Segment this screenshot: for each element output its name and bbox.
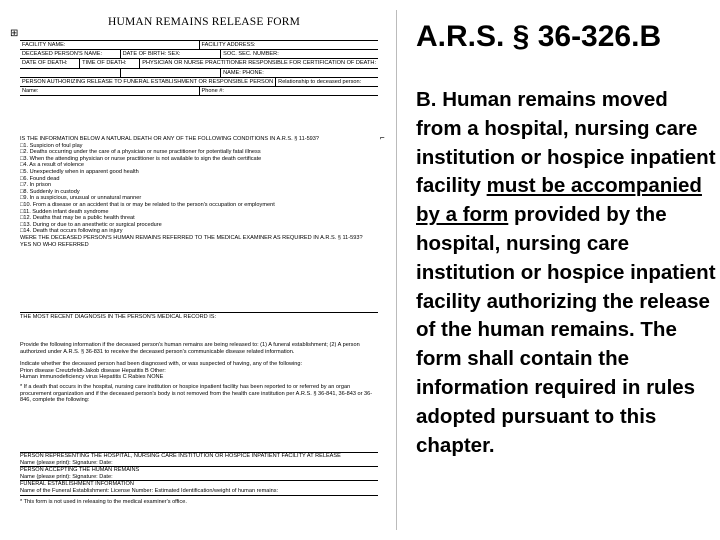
condition-checkbox-item: □ 12. Deaths that may be a public health threat — [20, 215, 378, 222]
form-grid-cell: TIME OF DEATH: — [80, 59, 140, 67]
condition-checkbox-item: □ 2. Deaths occurring under the care of a physician or nurse practitioner for potentially fatal illness — [20, 149, 378, 156]
form-grid-cell: DECEASED PERSON'S NAME: — [20, 50, 121, 58]
form-grid-cell: SOC. SEC. NUMBER: — [223, 51, 279, 58]
form-header-grid — [20, 40, 378, 96]
form-footnote: * This form is not used in releasing to the medical examiner's office. — [20, 498, 187, 505]
condition-checkbox-item: □ 13. During or due to an anesthetic or surgical procedure — [20, 222, 378, 229]
form-grid-cell: Relationship to deceased person: — [278, 78, 362, 85]
condition-checkbox-item: □ 4. As a result of violence — [20, 162, 378, 169]
citation-title: A.R.S. § 36-326.B — [416, 20, 662, 53]
condition-checkbox-item: □ 5. Unexpectedly when in apparent good health — [20, 169, 378, 176]
citation-text-end: provided by the hospital, nursing care institution or hospice inpatient facility authorizing the release of the human remains. The form shall contain the information required in rules adopted pursuant to this chapter. — [416, 203, 716, 457]
funeral-establishment-fields: Name of the Funeral Establishment: License Number: Estimated Identification/weight of human remains: — [20, 488, 378, 496]
form-grid-cell — [121, 69, 222, 77]
diagnosis-heading: THE MOST RECENT DIAGNOSIS IN THE PERSON'S MEDICAL RECORD IS: — [20, 314, 217, 320]
form-grid-cell: FACILITY ADDRESS: — [201, 42, 256, 48]
form-diagnosis-section — [20, 312, 378, 321]
condition-checkbox-item: □ 11. Sudden infant death syndrome — [20, 209, 378, 216]
diseases-row-2: Human immunodeficiency virus Hepatitis C Rabies NONE — [20, 374, 164, 381]
form-grid-row — [20, 41, 378, 50]
conditions-list — [20, 143, 378, 235]
accepting-fields: Name (please print): Signature: Date: — [20, 474, 378, 482]
corner-mark-icon: ⌐ — [380, 133, 385, 142]
citation-text-start: B. Human remains moved from a hospital, nursing care institution or hospice inpatient facility — [416, 88, 716, 198]
crosshair-icon: ⊞ — [10, 28, 19, 39]
column-divider — [396, 10, 397, 530]
rep-heading: PERSON REPRESENTING THE HOSPITAL, NURSING CARE INSTITUTION OR HOSPICE INPATIENT FACILITY AT RELEASE — [20, 453, 341, 459]
me-answers: YES NO WHO REFERRED — [20, 241, 89, 248]
instructions-heading: IS THE INFORMATION BELOW A NATURAL DEATH OR ANY OF THE FOLLOWING CONDITIONS IN A.R.S. § 11-593? — [20, 136, 320, 142]
form-grid-cell: DATE OF BIRTH: SEX: — [121, 50, 222, 58]
form-grid-cell: PERSON AUTHORIZING RELEASE TO FUNERAL ESTABLISHMENT OR RESPONSIBLE PERSON — [20, 78, 276, 86]
form-grid-cell: PHYSICIAN OR NURSE PRACTITIONER RESPONSIBLE FOR CERTIFICATION OF DEATH: — [142, 60, 377, 67]
form-grid-cell: FACILITY NAME: — [20, 41, 200, 49]
form-grid-row — [20, 50, 378, 59]
form-grid-cell: Phone #: — [201, 88, 224, 95]
form-grid-row — [20, 87, 378, 96]
citation-text — [416, 86, 716, 460]
form-grid-cell — [20, 69, 121, 77]
condition-checkbox-item: □ 9. In a suspicious, unusual or unnatural manner — [20, 195, 378, 202]
funeral-establishment-heading: FUNERAL ESTABLISHMENT INFORMATION — [20, 481, 134, 488]
form-grid-row — [20, 69, 378, 78]
citation-text-underlined: must be accompanied by a form — [416, 174, 702, 227]
form-grid-row — [20, 59, 378, 68]
form-paragraph-1: Provide the following information if the deceased person's human remains are being released to: (1) A funeral establishment; (2) A person authorized under A.R.S. § 36-831 to receive the deceased person's communicable disease related information. — [20, 342, 360, 355]
form-grid-cell: Name: — [20, 87, 200, 95]
rep-fields: Name (please print): Signature: Date: — [20, 460, 378, 468]
form-grid-cell: DATE OF DEATH: — [20, 59, 80, 67]
condition-checkbox-item: □ 7. In prison — [20, 182, 378, 189]
condition-checkbox-item: □ 6. Found dead — [20, 176, 378, 183]
form-signature-section — [20, 452, 378, 505]
me-question: WERE THE DECEASED PERSON'S HUMAN REMAINS REFERRED TO THE MEDICAL EXAMINER AS REQUIRED IN A.R.S. § 11-593? — [20, 234, 363, 241]
form-paragraph-3: * If a death that occurs in the hospital, nursing care institution or hospice inpatient facility has been reported to or referred by an organ procurement organization and if the deceased person's body is not removed from the health care institution per A.R.S. § 36-841, 36-843 or 36-846, complete the following: — [20, 383, 373, 404]
condition-checkbox-item: □ 1. Suspicion of foul play — [20, 143, 378, 150]
form-grid-cell: NAME: PHONE: — [223, 69, 264, 76]
condition-checkbox-item: □ 14. Death that occurs following an injury — [20, 228, 378, 235]
diseases-row-1: Prion disease Creutzfeldt-Jakob disease Hepatitis B Other: — [20, 367, 166, 374]
release-form-image — [8, 16, 386, 526]
condition-checkbox-item: □ 3. When the attending physician or nurse practitioner is not available to sign the death certificate — [20, 156, 378, 163]
form-disease-section — [20, 342, 378, 404]
form-grid-row — [20, 78, 378, 87]
condition-checkbox-item: □ 8. Suddenly in custody — [20, 189, 378, 196]
accepting-heading: PERSON ACCEPTING THE HUMAN REMAINS — [20, 467, 140, 474]
form-conditions-section — [20, 136, 378, 248]
form-title: HUMAN REMAINS RELEASE FORM — [108, 16, 301, 28]
condition-checkbox-item: □ 10. From a disease or an accident that is or may be related to the person's occupation or employment — [20, 202, 378, 209]
form-paragraph-2: Indicate whether the deceased person had been diagnosed with, or was suspected of having, any of the following: — [20, 361, 303, 368]
